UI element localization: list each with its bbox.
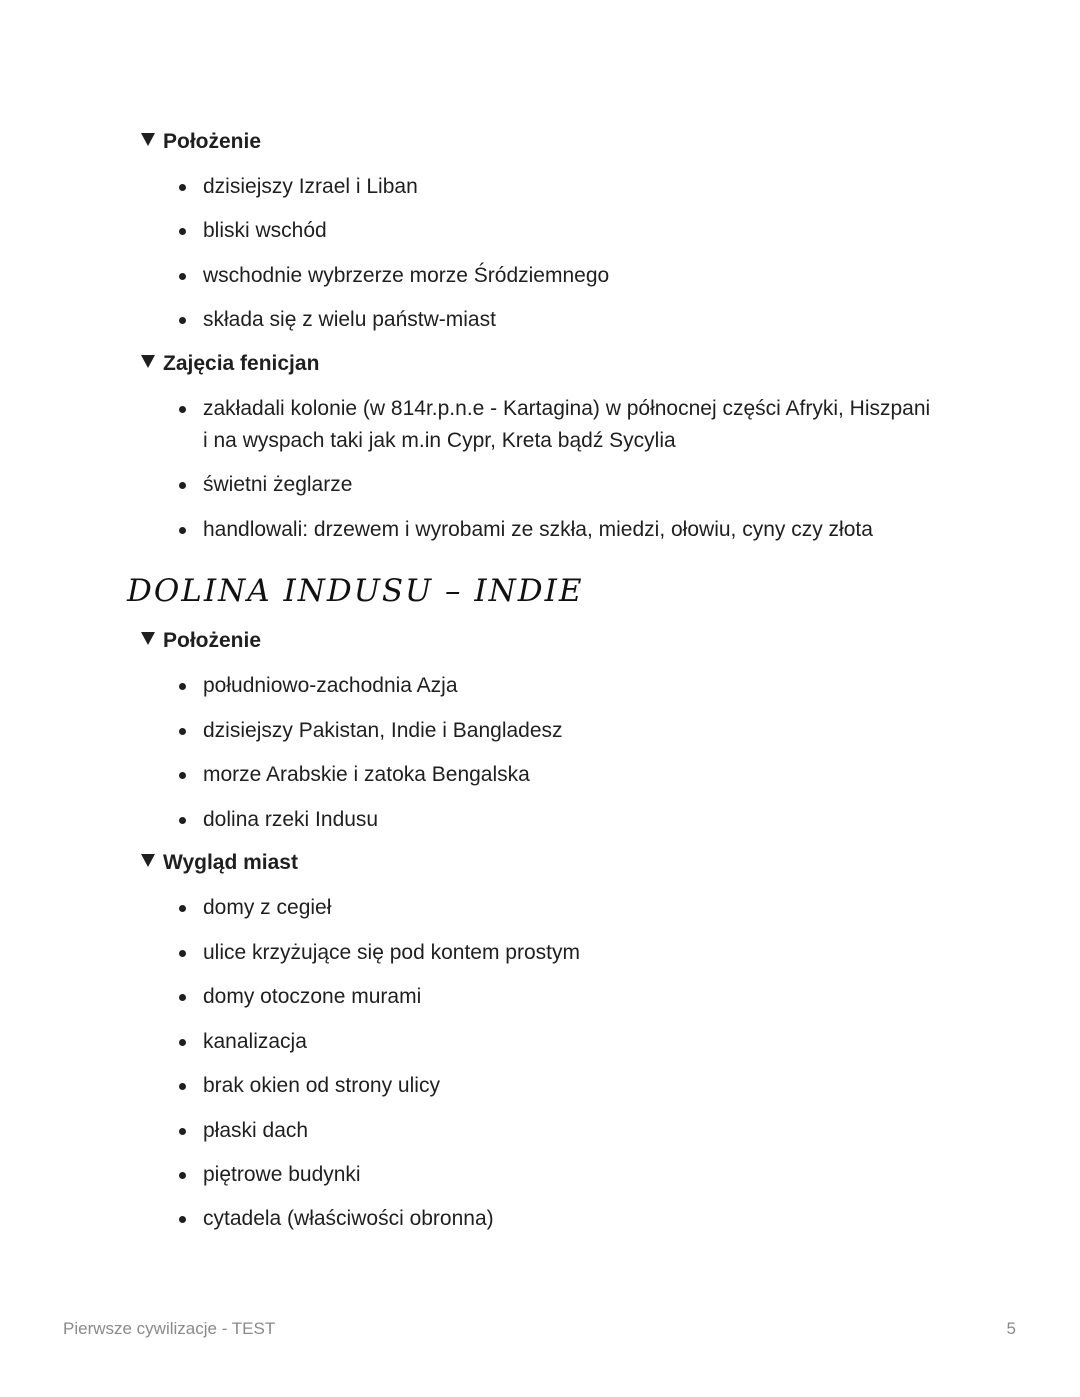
toggle-triangle-icon xyxy=(141,854,155,867)
toggle-label: Położenie xyxy=(163,629,262,652)
list-item: cytadela (właściwości obronna) xyxy=(179,1203,939,1235)
list-item: dzisiejszy Pakistan, Indie i Bangladesz xyxy=(179,715,939,747)
toggle-polozenie-indie[interactable] xyxy=(141,626,261,656)
list-item: dzisiejszy Izrael i Liban xyxy=(179,171,939,203)
toggle-label: Położenie xyxy=(163,130,262,153)
footer-title: Pierwsze cywilizacje - TEST xyxy=(63,1319,276,1338)
toggle-zajecia-fenicjan[interactable] xyxy=(141,349,319,379)
toggle-triangle-icon xyxy=(141,632,155,645)
list-item: płaski dach xyxy=(179,1115,939,1147)
list-item: składa się z wielu państw-miast xyxy=(179,304,939,336)
list-item: południowo-zachodnia Azja xyxy=(179,670,939,702)
list-item: domy z cegieł xyxy=(179,892,939,924)
list-item: handlowali: drzewem i wyrobami ze szkła, miedzi, ołowiu, cyny czy złota xyxy=(179,514,939,546)
list-item: kanalizacja xyxy=(179,1026,939,1058)
list-item: brak okien od strony ulicy xyxy=(179,1070,939,1102)
toggle-wyglad-miast[interactable] xyxy=(141,848,298,878)
toggle-polozenie-fenicja[interactable] xyxy=(141,127,261,157)
list-item: dolina rzeki Indusu xyxy=(179,804,939,836)
toggle-label: Wygląd miast xyxy=(163,851,298,874)
list-item: bliski wschód xyxy=(179,215,939,247)
list-item: ulice krzyżujące się pod kontem prostym xyxy=(179,937,939,969)
toggle-triangle-icon xyxy=(141,355,155,368)
list-item: zakładali kolonie (w 814r.p.n.e - Kartagina) w północnej części Afryki, Hiszpani i na wyspach taki jak m.in Cypr, Kreta bądź Sycylia xyxy=(179,393,939,457)
page-number: 5 xyxy=(1006,1319,1016,1338)
toggle-triangle-icon xyxy=(141,133,155,146)
list-item: świetni żeglarze xyxy=(179,469,939,501)
list-item: wschodnie wybrzerze morze Śródziemnego xyxy=(179,260,939,292)
list-item: morze Arabskie i zatoka Bengalska xyxy=(179,759,939,791)
list-item: domy otoczone murami xyxy=(179,981,939,1013)
list-item: piętrowe budynki xyxy=(179,1159,939,1191)
toggle-label: Zajęcia fenicjan xyxy=(163,352,320,375)
section-heading: DOLINA INDUSU – INDIE xyxy=(127,573,584,609)
